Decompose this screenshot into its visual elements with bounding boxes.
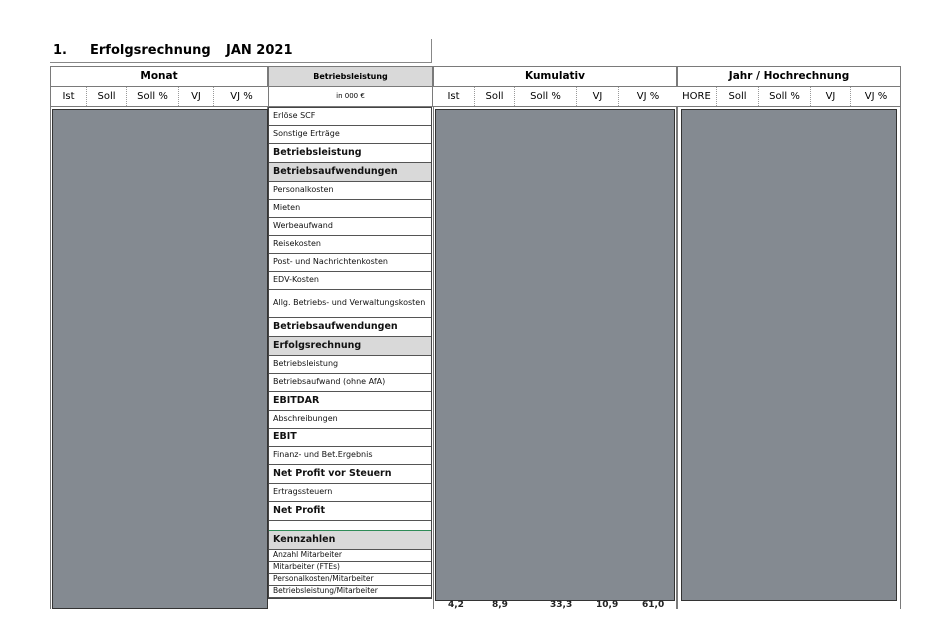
col-hore: HORE [677, 87, 717, 106]
row-label: Mitarbeiter (FTEs) [269, 562, 431, 574]
row-label: Werbeaufwand [269, 218, 431, 236]
col-soll-pct: Soll % [515, 87, 577, 106]
row-label: Mieten [269, 200, 431, 218]
row-label [269, 521, 431, 531]
row-label: Ertragssteuern [269, 484, 431, 502]
redacted-jahr-values [681, 109, 897, 601]
col-vj-pct: VJ % [864, 91, 888, 102]
row-label: Post- und Nachrichtenkosten [269, 254, 431, 272]
monat-header: Monat [50, 66, 268, 87]
monat-columns [50, 87, 268, 107]
row-label: Finanz- und Bet.Ergebnis [269, 447, 431, 465]
col-soll: Soll [717, 87, 759, 106]
col-vj-pct: VJ % [230, 91, 253, 102]
row-label: Erlöse SCF [269, 108, 431, 126]
row-label: Personalkosten/Mitarbeiter [269, 574, 431, 586]
row-label: Net Profit [269, 502, 431, 521]
row-label: EBIT [269, 429, 431, 447]
betriebsleistung-header: Betriebsleistung [268, 66, 433, 87]
kumulativ-header: Kumulativ [433, 66, 677, 87]
col-soll-pct: Soll % [759, 87, 811, 106]
row-label: Abschreibungen [269, 411, 431, 429]
peek-value: 10,9 [596, 600, 619, 610]
peek-value: 4,2 [448, 600, 464, 610]
col-ist: Ist [51, 87, 87, 106]
col-vj: VJ [811, 87, 851, 106]
report-period: JAN 2021 [226, 43, 293, 58]
row-label: Anzahl Mitarbeiter [269, 550, 431, 562]
peek-value: 33,3 [550, 600, 573, 610]
report-grid [50, 66, 901, 609]
col-vj: VJ [179, 87, 214, 106]
row-label: Sonstige Erträge [269, 126, 431, 144]
unit-label: in 000 € [268, 87, 433, 107]
jahr-header: Jahr / Hochrechnung [677, 66, 901, 87]
row-label: Reisekosten [269, 236, 431, 254]
col-soll-pct: Soll % [127, 87, 179, 106]
row-label: Allg. Betriebs- und Verwaltungskosten [269, 290, 431, 318]
report-title [50, 39, 432, 63]
row-label: Personalkosten [269, 182, 431, 200]
row-label: Betriebsaufwendungen [269, 318, 431, 337]
jahr-columns [677, 87, 901, 107]
col-vj: VJ [577, 87, 619, 106]
row-label: Betriebsleistung [269, 144, 431, 163]
col-soll: Soll [87, 87, 127, 106]
row-label: Kennzahlen [269, 531, 431, 550]
section-number: 1. [53, 43, 67, 58]
row-label: Betriebsaufwendungen [269, 163, 431, 182]
row-label: EDV-Kosten [269, 272, 431, 290]
peek-value: 61,0 [642, 600, 665, 610]
col-vj-pct: VJ % [636, 91, 660, 102]
redacted-kumulativ-values [435, 109, 675, 601]
redacted-monat-values [52, 109, 268, 609]
row-label: Net Profit vor Steuern [269, 465, 431, 484]
peek-value: 8,9 [492, 600, 508, 610]
row-label: EBITDAR [269, 392, 431, 411]
row-label: Betriebsleistung [269, 356, 431, 374]
row-label: Betriebsaufwand (ohne AfA) [269, 374, 431, 392]
row-label: Betriebsleistung/Mitarbeiter [269, 586, 431, 598]
kumulativ-columns [433, 87, 677, 107]
row-labels [268, 107, 432, 599]
row-label: Erfolgsrechnung [269, 337, 431, 356]
col-ist: Ist [433, 87, 475, 106]
col-soll: Soll [475, 87, 515, 106]
report-name: Erfolgsrechnung [90, 43, 211, 58]
